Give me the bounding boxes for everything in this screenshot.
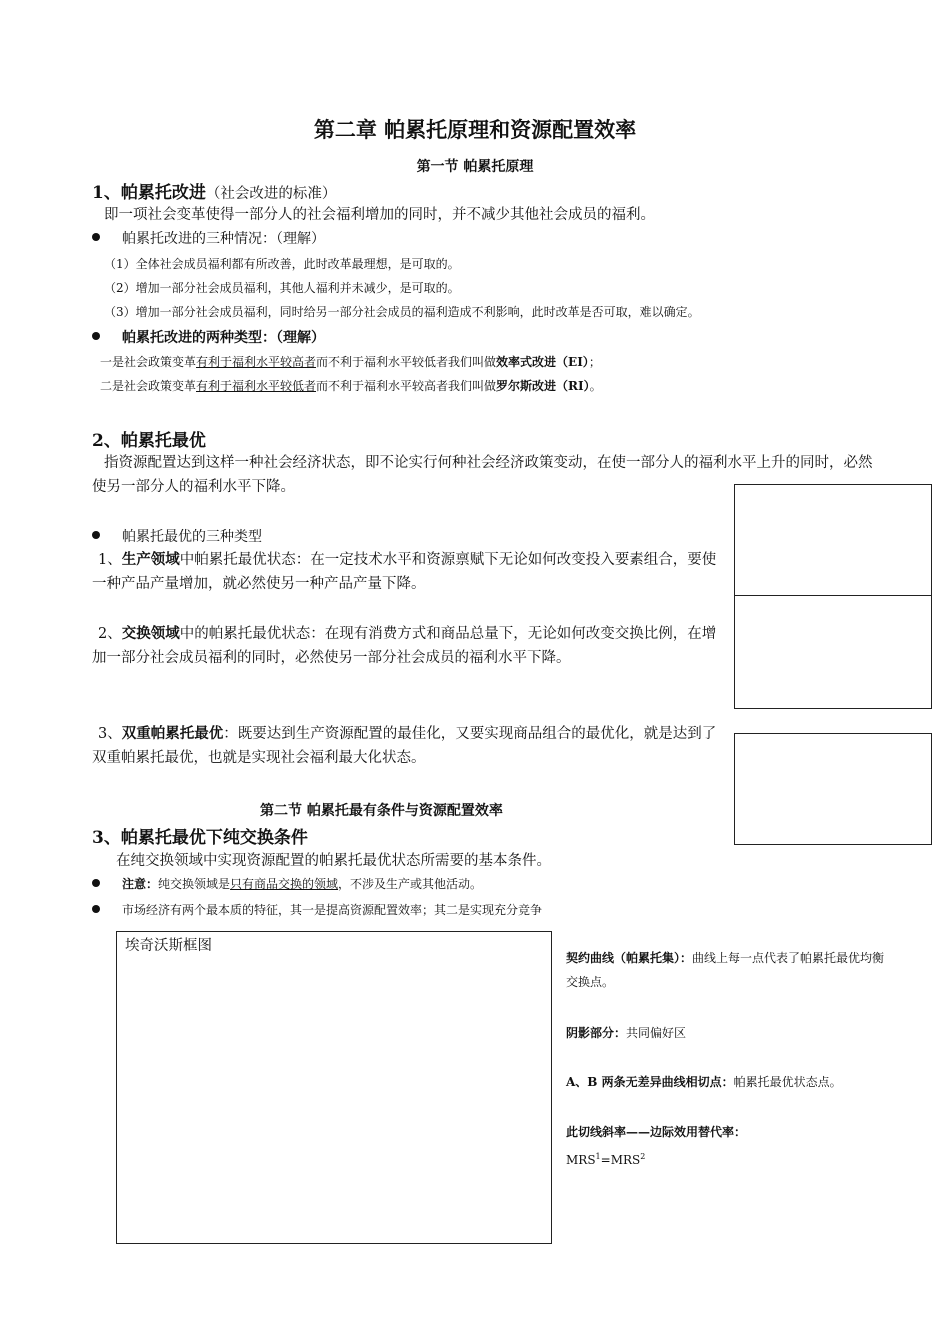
bullet-icon [92, 879, 100, 887]
figure-box [734, 733, 932, 845]
tangent-point-note: A、B 两条无差异曲线相切点：帕累托最优状态点。 [566, 1075, 842, 1089]
mrs-formula: $MRS^1=MRS^2$ [566, 1152, 646, 1167]
definition-1: 即一项社会变革使得一部分人的社会福利增加的同时，并不减少其他社会成员的福利。 [104, 207, 655, 223]
heading-sub: （社会改进的标准） [205, 186, 337, 202]
bullet-item [92, 327, 325, 347]
heading-pareto-optimal: 2、帕累托最优 [92, 431, 206, 451]
case-item: （2）增加一部分社会成员福利，其他人福利并未减少，是可取的。 [104, 281, 460, 295]
note-item: 注意：纯交换领域是只有商品交换的领域，不涉及生产或其他活动。 [92, 875, 482, 892]
case-item: （1）全体社会成员福利都有所改善，此时改革最理想，是可取的。 [104, 257, 460, 271]
section-heading-1: 第一节 帕累托原理 [416, 159, 534, 175]
bullet-item [92, 526, 262, 546]
bullet-icon [92, 905, 100, 913]
bullet-icon [92, 332, 100, 340]
bullet-item [92, 228, 325, 248]
bullet-text: 帕累托最优的三种类型 [122, 529, 262, 545]
heading-main: 1、帕累托改进 [92, 183, 206, 203]
optimum-type-exchange: 2、交换领域中的帕累托最优状态：在现有消费方式和商品总量下，无论如何改变交换比例，在增加一部分社会成员福利的同时，必然使另一部分社会成员的福利水平下降。 [92, 625, 717, 666]
bullet-icon [92, 531, 100, 539]
type-1: 一是社会政策变革有利于福利水平较高者而不利于福利水平较低者我们叫做效率式改进（EI）； [100, 355, 601, 369]
optimum-type-production: 1、生产领域中帕累托最优状态：在一定技术水平和资源禀赋下无论如何改变投入要素组合，要使一种产品产量增加，就必然使另一种产品产量下降。 [92, 551, 717, 592]
heading-pareto-improvement [92, 178, 336, 203]
bullet-text: 帕累托改进的三种情况：（理解） [122, 231, 325, 247]
slope-note: 此切线斜率——边际效用替代率： [566, 1125, 747, 1139]
bullet-item: 市场经济有两个最本质的特征，其一是提高资源配置效率；其二是实现充分竞争 [92, 901, 542, 918]
bullet-text: 帕累托改进的两种类型：（理解） [122, 330, 325, 346]
page-title: 第二章 帕累托原理和资源配置效率 [313, 117, 637, 142]
definition-2: 指资源配置达到这样一种社会经济状态，即不论实行何种社会经济政策变动，在使一部分人的福利水平上升的同时，必然使另一部分人的福利水平下降。 [92, 455, 873, 495]
case-item: （3）增加一部分社会成员福利，同时给另一部分社会成员的福利造成不利影响，此时改革是否可取，难以确定。 [104, 305, 700, 319]
bullet-icon [92, 233, 100, 241]
optimum-type-double: 3、双重帕累托最优：既要达到生产资源配置的最佳化，又要实现商品组合的最优化，就是达到了双重帕累托最优，也就是实现社会福利最大化状态。 [92, 725, 717, 766]
type-2: 二是社会政策变革有利于福利水平较低者而不利于福利水平较高者我们叫做罗尔斯改进（RI）。 [100, 379, 602, 393]
edgeworth-box-label: 埃奇沃斯框图 [125, 938, 212, 954]
figure-box [734, 484, 932, 709]
definition-3: 在纯交换领域中实现资源配置的帕累托最优状态所需要的基本条件。 [116, 853, 551, 869]
shaded-area-note: 阴影部分：共同偏好区 [566, 1026, 687, 1040]
contract-curve-note: 契约曲线（帕累托集）：曲线上每一点代表了帕累托最优均衡交换点。 [566, 951, 885, 989]
edgeworth-box [116, 931, 552, 1244]
heading-pure-exchange: 3、帕累托最优下纯交换条件 [92, 828, 308, 848]
section-heading-2: 第二节 帕累托最有条件与资源配置效率 [260, 803, 503, 819]
figure-divider [734, 595, 931, 596]
